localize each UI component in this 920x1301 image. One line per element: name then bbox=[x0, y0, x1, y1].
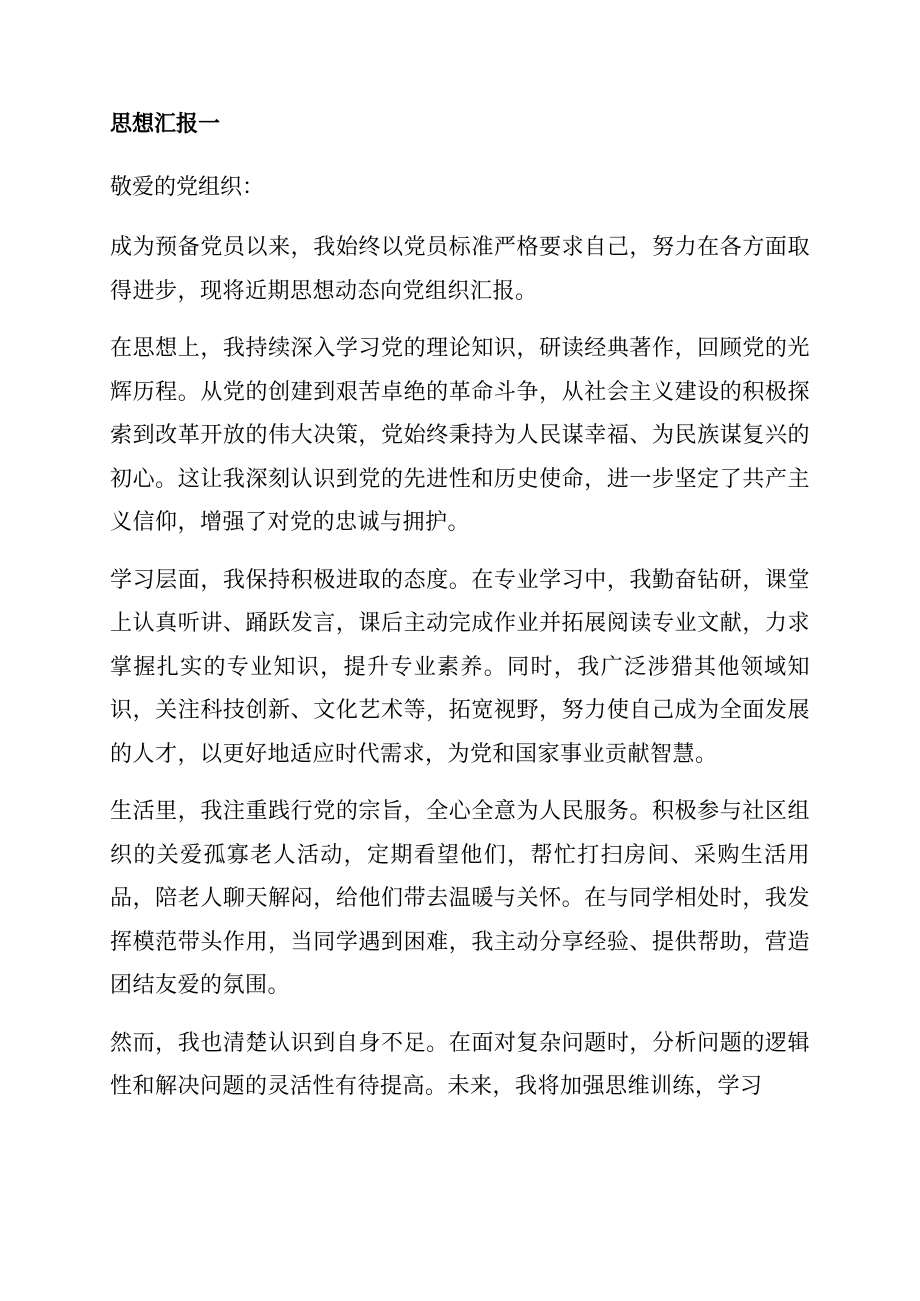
paragraph-life: 生活里，我注重践行党的宗旨，全心全意为人民服务。积极参与社区组织的关爱孤寡老人活动，定期看望他们，帮忙打扫房间、采购生活用品，陪老人聊天解闷，给他们带去温暖与关怀。在与同学相处时，我发挥模范带头作用，当同学遇到困难，我主动分享经验、提供帮助，营造团结友爱的氛围。 bbox=[110, 799, 810, 998]
document-body bbox=[110, 104, 810, 1123]
paragraph-intro: 成为预备党员以来，我始终以党员标准严格要求自己，努力在各方面取得进步，现将近期思想动态向党组织汇报。 bbox=[110, 235, 810, 304]
paragraph-thought: 在思想上，我持续深入学习党的理论知识，研读经典著作，回顾党的光辉历程。从党的创建到艰苦卓绝的革命斗争，从社会主义建设的积极探索到改革开放的伟大决策，党始终秉持为人民谋幸福、为民族谋复兴的初心。这让我深刻认识到党的先进性和历史使命，进一步坚定了共产主义信仰，增强了对党的忠诚与拥护。 bbox=[110, 336, 810, 535]
salutation: 敬爱的党组织： bbox=[110, 175, 265, 200]
paragraph-study: 学习层面，我保持积极进取的态度。在专业学习中，我勤奋钻研，课堂上认真听讲、踊跃发言，课后主动完成作业并拓展阅读专业文献，力求掌握扎实的专业知识，提升专业素养。同时，我广泛涉猎其他领域知识，关注科技创新、文化艺术等，拓宽视野，努力使自己成为全面发展的人才，以更好地适应时代需求，为党和国家事业贡献智慧。 bbox=[110, 567, 810, 767]
paragraph-shortcomings: 然而，我也清楚认识到自身不足。在面对复杂问题时，分析问题的逻辑性和解决问题的灵活性有待提高。未来，我将加强思维训练，学习 bbox=[110, 1030, 810, 1099]
document-title: 思想汇报一 bbox=[110, 111, 221, 137]
